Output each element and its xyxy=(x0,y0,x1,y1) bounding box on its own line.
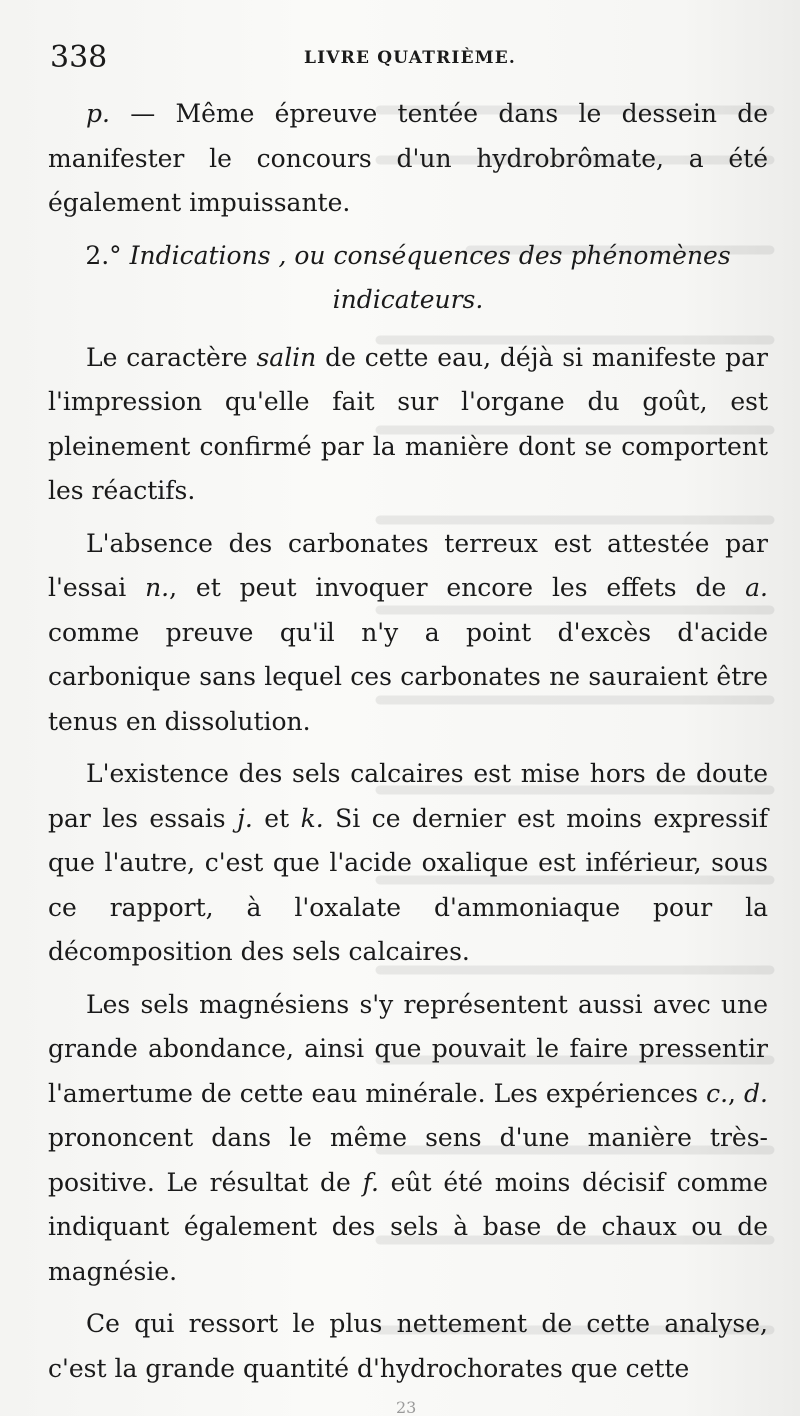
section-title-line-1: Indications , ou conséquences des phénomènes xyxy=(129,240,731,270)
essai-ref-d: d. xyxy=(744,1078,768,1108)
page-number: 338 xyxy=(50,40,108,75)
item-p-paragraph xyxy=(48,92,768,226)
paragraph-text: et xyxy=(252,803,301,833)
paragraph-carbonates xyxy=(48,522,768,745)
paragraph-text: , et peut invoquer encore les effets de xyxy=(169,573,746,602)
paragraph-text: prononcent dans le même sens d'une manière très-positive. Le résultat de xyxy=(48,1123,768,1197)
paragraph-sels-magnesiens xyxy=(48,983,768,1295)
paragraph-text: Si ce dernier est moins expressif que l'autre, c'est que l'acide oxalique est inférieur, sous ce rapport, à l'oxalate d'ammoniaque pour la décomposition des sels calcaires. xyxy=(48,803,768,966)
essai-ref-c: c. xyxy=(706,1078,729,1108)
paragraph-text: Les sels magnésiens s'y représentent aussi avec une grande abondance, ainsi que pouvait le faire pressentir l'amertume de cette eau minérale. Les expériences xyxy=(48,989,768,1108)
paragraph-text: , xyxy=(728,1078,745,1108)
paragraph-text: — Même épreuve tentée dans le dessein de manifester le concours d'un hydrobrômate, a été également impuissante. xyxy=(48,99,768,217)
section-title-line-2: indicateurs. xyxy=(332,284,484,314)
section-heading xyxy=(48,234,768,322)
running-title: LIVRE QUATRIÈME. xyxy=(303,48,517,68)
essai-ref-k: k. xyxy=(300,803,324,833)
paragraph-text: Le caractère xyxy=(86,342,257,372)
item-letter: p. xyxy=(86,99,110,128)
paragraph-text: de cette eau, déjà si manifeste par l'impression qu'elle fait sur l'organe du goût, est pleinement confirmé par la manière dont se comportent les réactifs. xyxy=(48,342,768,505)
emphasis: salin xyxy=(256,342,317,372)
essai-ref-n: n. xyxy=(145,573,170,602)
paragraph-text: Ce qui ressort le plus nettement de cette analyse, c'est la grande quantité d'hydrochorates que cette xyxy=(48,1309,768,1383)
page-header xyxy=(50,40,770,80)
essai-ref-a: a. xyxy=(745,573,768,602)
paragraph-salin xyxy=(48,336,768,514)
section-number: 2.° xyxy=(85,240,122,270)
essai-ref-j: j. xyxy=(237,803,253,833)
page-body xyxy=(48,92,768,1391)
paragraph-sels-calcaires xyxy=(48,752,768,975)
essai-ref-f: f. xyxy=(362,1167,379,1197)
bleed-through-page-mark: 23 xyxy=(396,1398,417,1416)
paragraph-conclusion xyxy=(48,1302,768,1391)
paragraph-text: eût été moins décisif comme indiquant également des sels à base de chaux ou de magnésie. xyxy=(48,1167,768,1286)
paragraph-text: comme preuve qu'il n'y a point d'excès d'acide carbonique sans lequel ces carbonates ne sauraient être tenus en dissolution. xyxy=(48,617,768,736)
paragraph-text: L'absence des carbonates terreux est attestée par l'essai xyxy=(48,528,768,602)
paragraph-text: L'existence des sels calcaires est mise hors de doute par les essais xyxy=(48,759,768,833)
